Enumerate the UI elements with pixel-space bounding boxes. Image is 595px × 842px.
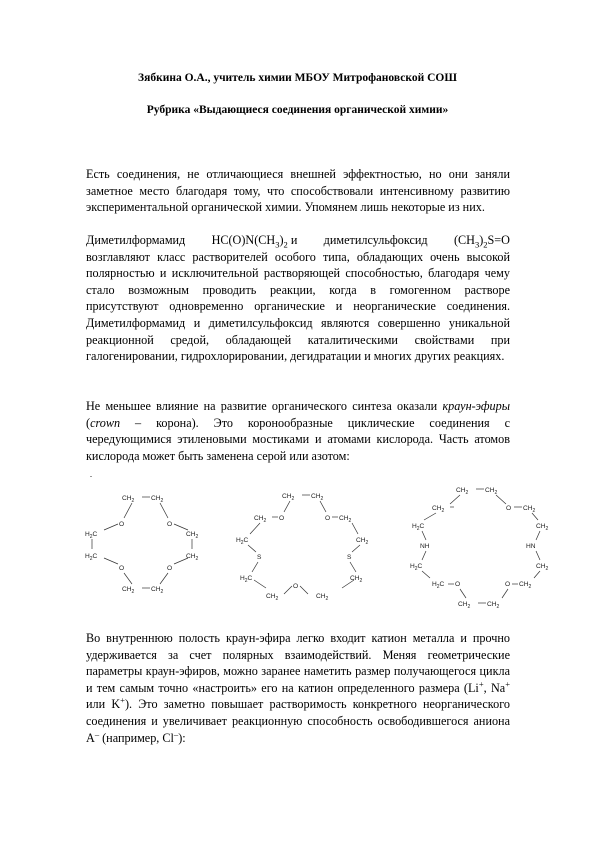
- svg-text:H2C: $H_2C$: [85, 531, 98, 540]
- stray-mark: [90, 476, 92, 477]
- structure-diaza-crown: [410, 487, 549, 610]
- svg-text:CH2: $CH_2$: [458, 601, 471, 610]
- svg-text:CH2: $CH_2$: [186, 553, 199, 562]
- rubric-line: Рубрика «Выдающиеся соединения органической химии»: [146, 104, 449, 116]
- svg-text:O: O: [506, 505, 512, 512]
- svg-text:NH: NH: [420, 543, 430, 550]
- svg-text:CH2: $CH_2$: [186, 531, 199, 540]
- dmso-sub2: 2: [483, 239, 488, 250]
- paragraph-intro: [86, 166, 510, 216]
- paragraph-solvents: [86, 232, 510, 365]
- k-sup: +: [120, 695, 125, 706]
- cavity-text: Во внутреннюю полость краун-эфира легко входит катион металла и прочно удерживается за счет полярных взаимодействий. Меняя геометрические параметры краун-эфиров, можно заранее наметить размер получающегося цикла и тем самым точно «настроить» его на катион определенного размера (Li: [86, 631, 510, 695]
- cavity-text2: ). Это заметно повышает растворимость конкретного неорганического соединения и увеличивает реакционную способность освободившегося аниона A: [86, 697, 510, 745]
- formula-line: [86, 232, 510, 249]
- svg-text:H2C: $H_2C$: [412, 523, 425, 532]
- dmf-close: ): [279, 233, 284, 247]
- svg-text:H2C: $H_2C$: [240, 575, 253, 584]
- paragraph-solvents-rest: возглавляют класс растворителей особого типа, обладающих очень высокой полярностью и исключительной растворяющей способностью, благодаря чему стало возможным проводить реакции, когда в гомогенном растворе присутствуют одновременно органические и неорганические соединения. Диметилформамид и диметилсульфоксид являются совершенно уникальной реакционной средой, обладающей каталитическими свойствами при галогенировании, гидрохлорировании, дегидратации и многих других реакциях.: [86, 249, 510, 364]
- a-sup: –: [94, 728, 100, 739]
- and-word: и: [287, 233, 298, 247]
- crown-en: crown: [90, 415, 121, 430]
- svg-text:H2C: $H_2C$: [410, 563, 423, 572]
- svg-text:CH2: $CH_2$: [339, 515, 352, 524]
- paragraph-cavity-text: [86, 630, 510, 746]
- svg-text:H2C: $H_2C$: [432, 581, 445, 590]
- svg-text:CH2: $CH_2$: [311, 493, 324, 502]
- dmf-name: Диметилформамид: [86, 233, 186, 247]
- dmso-close: ): [479, 233, 484, 247]
- structure-dithia-crown: [236, 493, 369, 602]
- svg-text:CH2: $CH_2$: [151, 495, 164, 504]
- svg-text:CH2: $CH_2$: [485, 487, 498, 496]
- dmso-sub: 3: [474, 239, 480, 250]
- cl-sup: –: [173, 728, 179, 739]
- k-text: или K: [86, 697, 121, 712]
- svg-text:CH2: $CH_2$: [487, 601, 500, 610]
- svg-text:O: O: [167, 521, 173, 528]
- dmso-open: (CH: [453, 233, 475, 247]
- svg-text:CH2: $CH_2$: [523, 505, 536, 514]
- svg-text:CH2: $CH_2$: [316, 593, 329, 602]
- crown-end: – корона). Это коронообразные циклические соединения с чередующимися этиленовыми мостиками и атомами кислорода. Часть атомов кислорода может быть заменена серой или азотом:: [86, 415, 510, 463]
- na-sup: +: [505, 678, 510, 689]
- svg-text:H2C: $H_2C$: [236, 537, 249, 546]
- svg-text:CH2: $CH_2$: [456, 487, 469, 496]
- svg-text:O: O: [293, 583, 299, 590]
- dmf-sub: 3: [275, 239, 280, 250]
- svg-text:HN: HN: [526, 543, 536, 550]
- formula-line-flex: [86, 232, 510, 249]
- crown-ru: краун-эфиры: [442, 399, 510, 413]
- crown-start: Не меньшее влияние на развитие органического синтеза оказали: [86, 399, 443, 413]
- svg-text:CH2: $CH_2$: [536, 523, 549, 532]
- svg-text:CH2: $CH_2$: [519, 581, 532, 590]
- crown-paren: (: [86, 415, 91, 430]
- svg-text:S: S: [257, 554, 262, 561]
- dmf-formula: [212, 232, 298, 249]
- svg-text:O: O: [325, 515, 331, 522]
- svg-text:CH2: $CH_2$: [122, 586, 135, 595]
- paragraph-crown: [86, 398, 510, 464]
- structure-12-crown-4: [85, 495, 199, 595]
- svg-text:CH2: $CH_2$: [151, 586, 164, 595]
- dmf-sub2: 2: [283, 239, 288, 250]
- svg-text:CH2: $CH_2$: [282, 493, 295, 502]
- cavity-text4: ):: [178, 730, 186, 745]
- svg-text:O: O: [119, 521, 125, 528]
- svg-text:O: O: [279, 515, 285, 522]
- cavity-text3: (например, Cl: [99, 730, 174, 745]
- crown-structures-figure: [80, 478, 549, 614]
- svg-text:CH2: $CH_2$: [350, 575, 363, 584]
- svg-text:H2C: $H_2C$: [85, 553, 98, 562]
- paragraph-solvents-text: [86, 232, 510, 249]
- paragraph-crown-text: [86, 398, 510, 464]
- svg-text:O: O: [455, 581, 461, 588]
- svg-text:S: S: [347, 554, 352, 561]
- paragraph-intro-text: Есть соединения, не отличающиеся внешней эффектностью, но они заняли заметное место благодаря тому, что способствовали интенсивному развитию экспериментальной органической химии. Упомянем лишь некоторые из них.: [86, 167, 510, 215]
- svg-text:CH2: $CH_2$: [266, 593, 279, 602]
- svg-text:CH2: $CH_2$: [356, 537, 369, 546]
- svg-text:O: O: [167, 565, 173, 572]
- svg-text:CH2: $CH_2$: [254, 515, 267, 524]
- author-line: Зябкина О.А., учитель химии МБОУ Митрофановской СОШ: [138, 72, 457, 84]
- svg-text:O: O: [119, 565, 125, 572]
- li-sup: +: [478, 678, 484, 689]
- dmso-formula: [454, 232, 510, 249]
- svg-text:CH2: $CH_2$: [122, 495, 135, 504]
- dmf-formula-a: HC(O)N(CH: [211, 233, 276, 247]
- dmso-tail: S=O: [487, 233, 510, 247]
- svg-text:O: O: [505, 581, 511, 588]
- svg-text:CH2: $CH_2$: [536, 563, 549, 572]
- svg-text:CH2: $CH_2$: [432, 505, 445, 514]
- dmso-name: диметилсульфоксид: [323, 233, 428, 247]
- paragraph-cavity: [86, 630, 510, 746]
- na-text: , Na: [483, 680, 506, 695]
